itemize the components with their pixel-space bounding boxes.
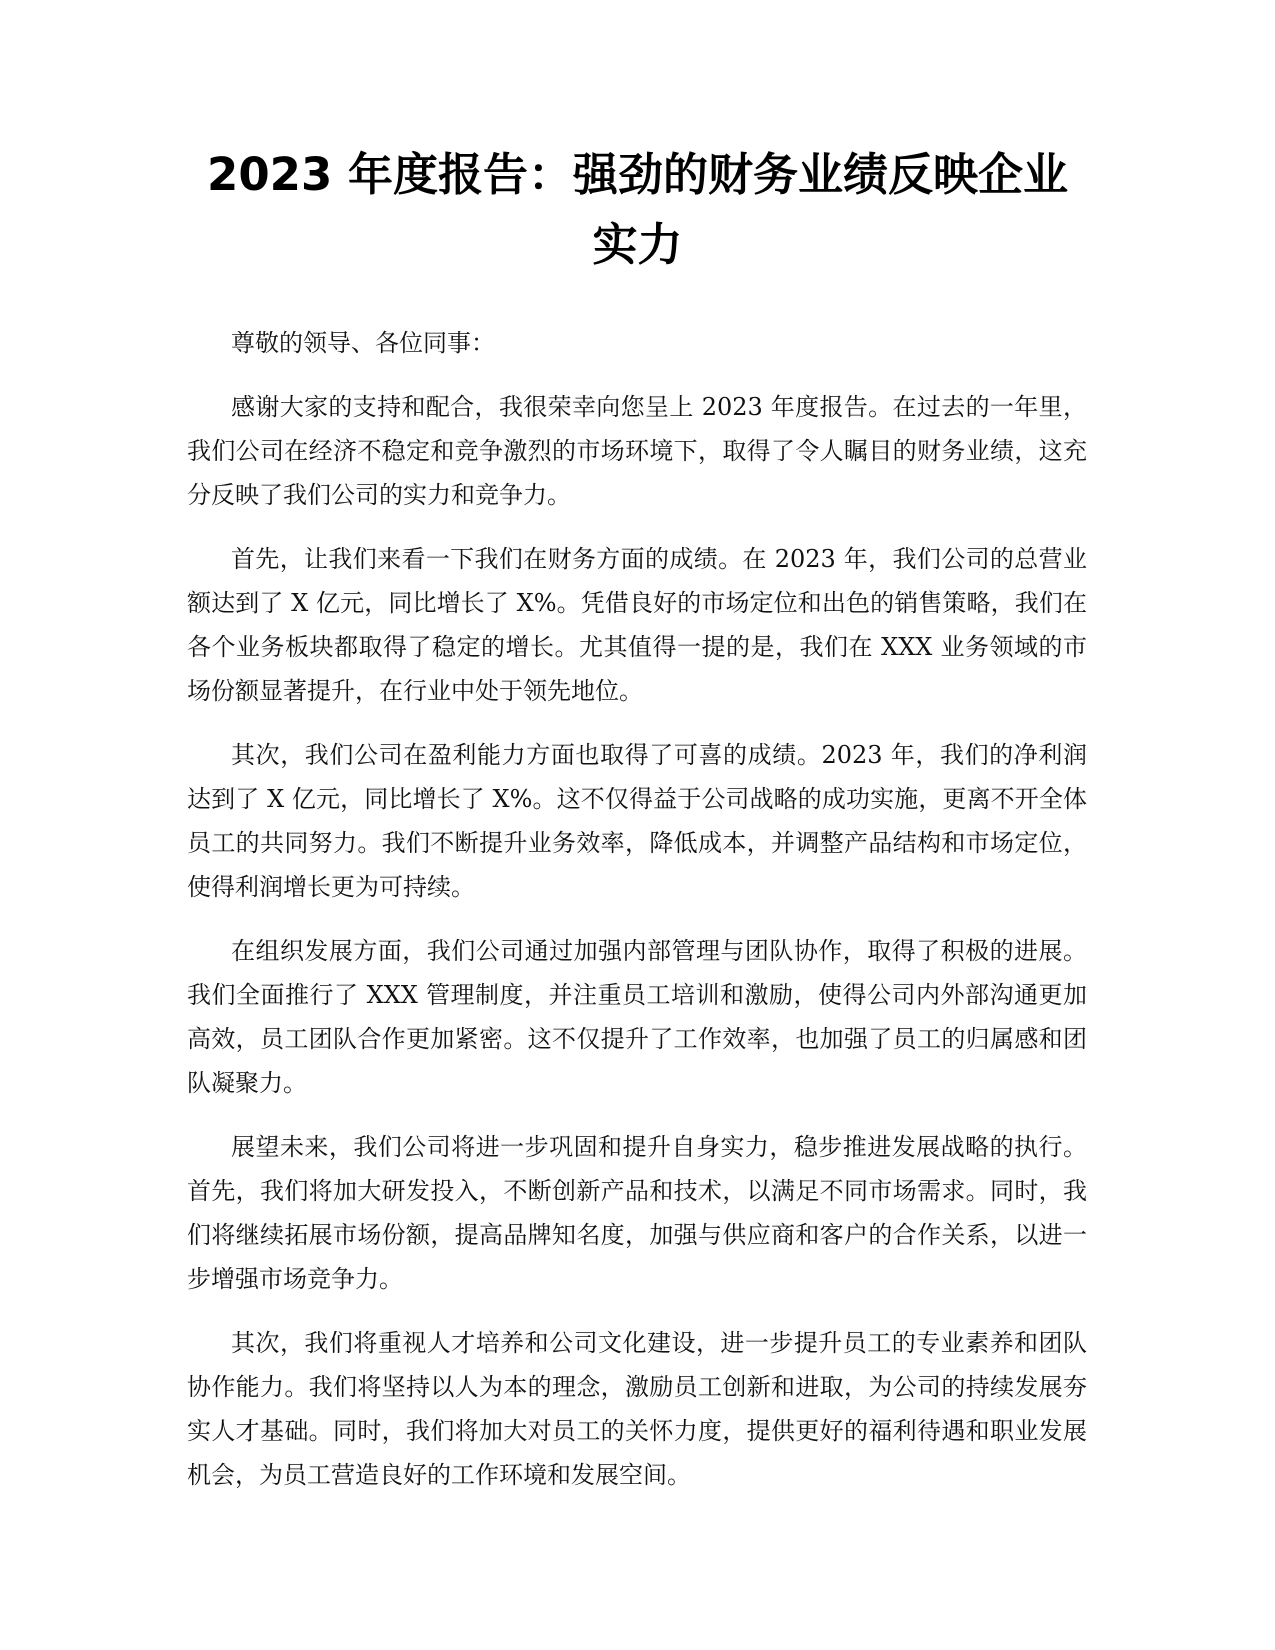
salutation: 尊敬的领导、各位同事： xyxy=(231,329,495,357)
paragraph-profitability: 其次，我们公司在盈利能力方面也取得了可喜的成绩。2023 年，我们的净利润达到了 X 亿元，同比增长了 X%。这不仅得益于公司战略的成功实施，更离不开全体员工的共同努力。我们不断提升业务效率，降低成本，并调整产品结构和市场定位，使得利润增长更为可持续。 xyxy=(187,741,1087,901)
paragraph-outlook: 展望未来，我们公司将进一步巩固和提升自身实力，稳步推进发展战略的执行。首先，我们将加大研发投入，不断创新产品和技术，以满足不同市场需求。同时，我们将继续拓展市场份额，提高品牌知名度，加强与供应商和客户的合作关系，以进一步增强市场竞争力。 xyxy=(187,1133,1087,1293)
document-title: 2023 年度报告：强劲的财务业绩反映企业实力 xyxy=(207,148,1068,271)
paragraph-financial-results: 首先，让我们来看一下我们在财务方面的成绩。在 2023 年，我们公司的总营业额达到了 X 亿元，同比增长了 X%。凭借良好的市场定位和出色的销售策略，我们在各个业务板块都取得了稳定的增长。尤其值得一提的是，我们在 XXX 业务领域的市场份额显著提升，在行业中处于领先地位。 xyxy=(187,545,1087,705)
paragraph-talent: 其次，我们将重视人才培养和公司文化建设，进一步提升员工的专业素养和团队协作能力。我们将坚持以人为本的理念，激励员工创新和进取，为公司的持续发展夯实人才基础。同时，我们将加大对员工的关怀力度，提供更好的福利待遇和职业发展机会，为员工营造良好的工作环境和发展空间。 xyxy=(187,1329,1087,1489)
paragraph-organization: 在组织发展方面，我们公司通过加强内部管理与团队协作，取得了积极的进展。我们全面推行了 XXX 管理制度，并注重员工培训和激励，使得公司内外部沟通更加高效，员工团队合作更加紧密。这不仅提升了工作效率，也加强了员工的归属感和团队凝聚力。 xyxy=(187,937,1087,1097)
document-body xyxy=(187,321,1087,1517)
paragraph-thanks: 感谢大家的支持和配合，我很荣幸向您呈上 2023 年度报告。在过去的一年里，我们公司在经济不稳定和竞争激烈的市场环境下，取得了令人瞩目的财务业绩，这充分反映了我们公司的实力和竞争力。 xyxy=(187,393,1087,509)
